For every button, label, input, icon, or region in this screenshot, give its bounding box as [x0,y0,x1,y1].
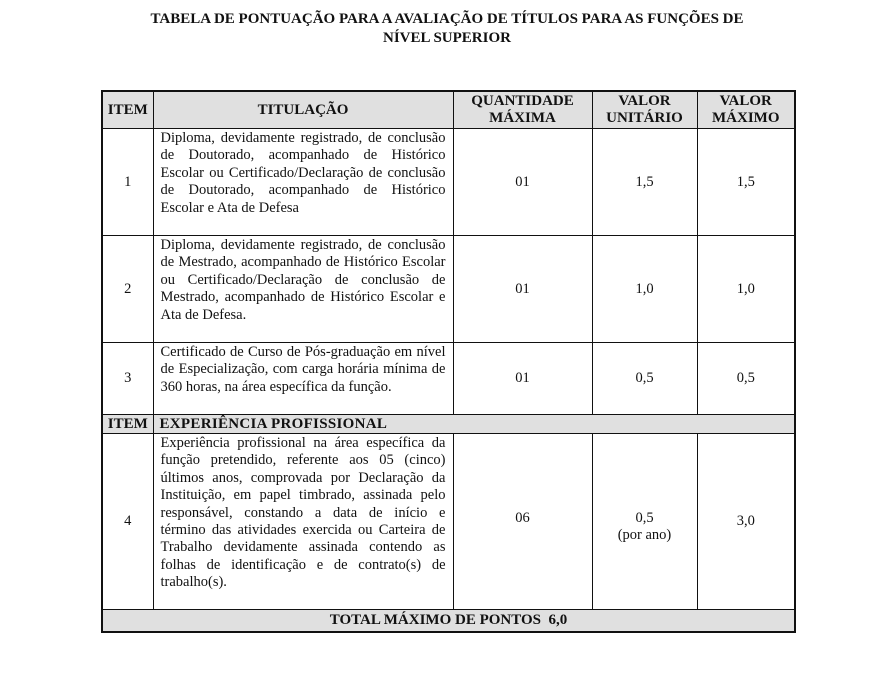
title-line-1: TABELA DE PONTUAÇÃO PARA A AVALIAÇÃO DE TÍTULOS PARA AS FUNÇÕES DE [150,11,744,27]
row-valor-maximo: 1,0 [697,236,795,343]
row-valor-unitario: 0,5 [592,343,697,415]
row-valor-maximo: 0,5 [697,343,795,415]
row-valor-unitario: 1,5 [592,129,697,236]
table-header-row [102,91,795,129]
row-titulacao: Diploma, devidamente registrado, de conclusão de Mestrado, acompanhado de Histórico Escolar ou Certificado/Declaração de conclusão de Mestrado, acompanhado de Histórico Escolar e Ata de Defesa. [153,236,453,343]
section-title: EXPERIÊNCIA PROFISSIONAL [153,415,795,434]
section-item-label: ITEM [102,415,153,434]
row-titulacao: Certificado de Curso de Pós-graduação em nível de Especialização, com carga horária mínima de 360 horas, na área específica da função. [153,343,453,415]
valor-unitario-value: 0,5 [635,510,654,526]
table-row [102,434,795,610]
header-valor-maximo [697,91,795,129]
table-row [102,129,795,236]
title-line-2: NÍVEL SUPERIOR [383,30,511,46]
scoring-table [101,90,796,633]
table-row [102,236,795,343]
total-row [102,610,795,633]
row-valor-unitario [592,434,697,610]
header-quantidade [453,91,592,129]
row-titulacao: Diploma, devidamente registrado, de conclusão de Doutorado, acompanhado de Histórico Escolar ou Certificado/Declaração de conclusão de Doutorado, acompanhado de Histórico Escolar e Ata de Defesa [153,129,453,236]
section-header-row [102,415,795,434]
row-item: 3 [102,343,153,415]
row-quantidade: 01 [453,236,592,343]
row-valor-maximo: 3,0 [697,434,795,610]
header-valor-maximo-line2: MÁXIMO [712,110,780,126]
header-titulacao: TITULAÇÃO [153,91,453,129]
header-item: ITEM [102,91,153,129]
row-titulacao: Experiência profissional na área específica da função pretendido, referente aos 05 (cinco) últimos anos, comprovada por Declaração da Instituição, em papel timbrado, assinada pelo responsável, constando a data de início e término das atividades exercida ou Carteira de Trabalho devidamente assinada contendo as folhas de identificação e de contrato(s) de trabalho(s). [153,434,453,610]
row-item: 1 [102,129,153,236]
row-item: 4 [102,434,153,610]
row-item: 2 [102,236,153,343]
header-quantidade-line1: QUANTIDADE [471,93,574,109]
total-label: TOTAL MÁXIMO DE PONTOS 6,0 [102,610,795,633]
header-valor-unitario-line1: VALOR [618,93,671,109]
row-quantidade: 01 [453,129,592,236]
header-valor-unitario [592,91,697,129]
valor-unitario-note: (por ano) [617,527,672,543]
row-valor-maximo: 1,5 [697,129,795,236]
header-quantidade-line2: MÁXIMA [489,110,556,126]
document-title [100,10,794,48]
row-quantidade: 01 [453,343,592,415]
table-row [102,343,795,415]
row-valor-unitario: 1,0 [592,236,697,343]
row-quantidade: 06 [453,434,592,610]
header-valor-unitario-line2: UNITÁRIO [606,110,683,126]
header-valor-maximo-line1: VALOR [719,93,772,109]
